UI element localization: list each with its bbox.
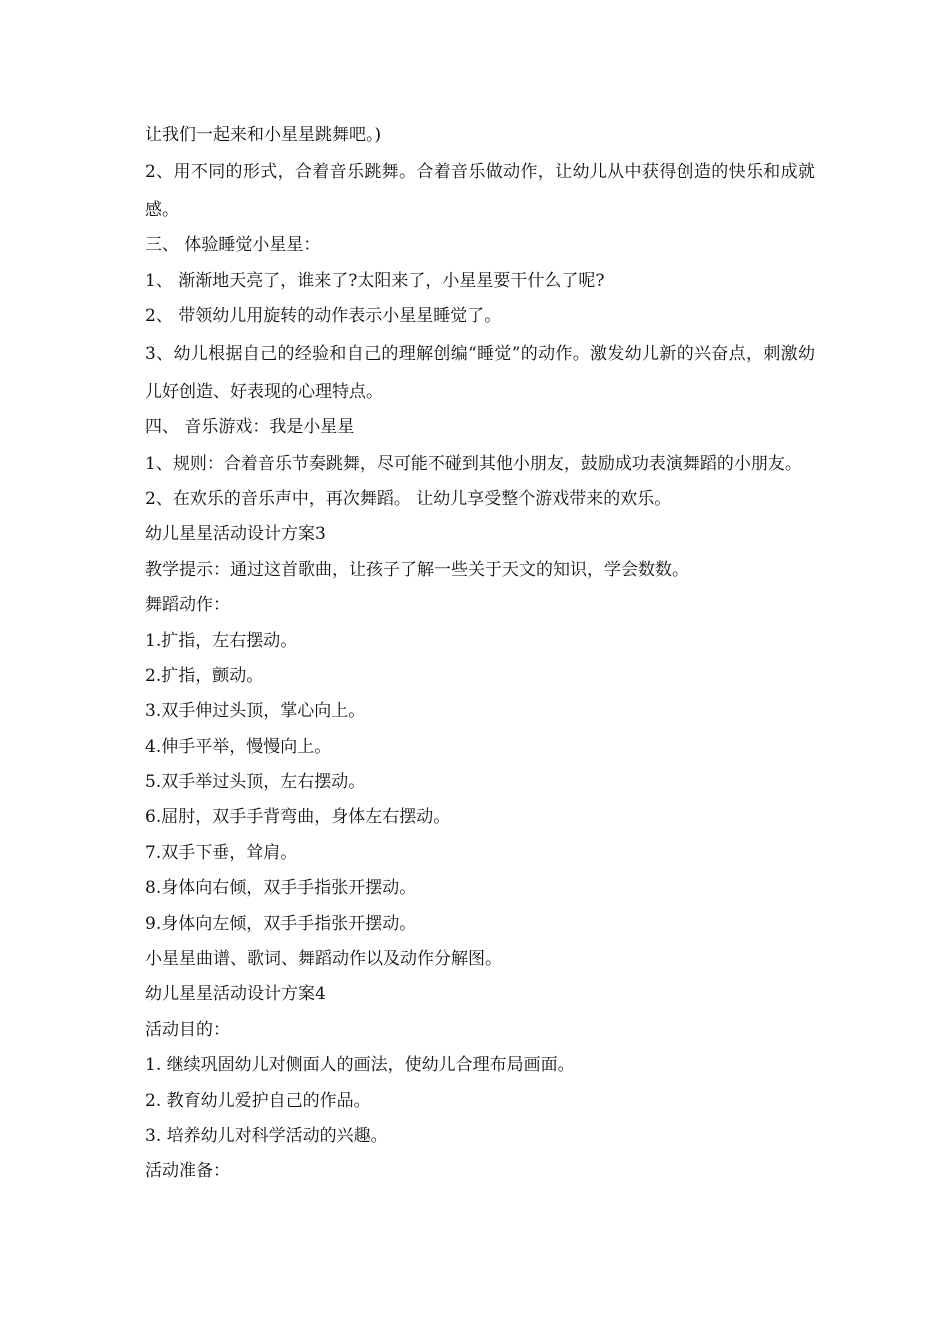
list-item: 8.身体向右倾，双手手指张开摆动。 [145, 878, 417, 899]
list-item: 1.扩指，左右摆动。 [145, 630, 298, 651]
document-body [145, 118, 815, 1190]
list-item: 2.扩指，颤动。 [145, 665, 264, 686]
paragraph: 2、在欢乐的音乐声中，再次舞蹈。 让幼儿享受整个游戏带来的欢乐。 [145, 488, 672, 509]
list-item: 3. 培养幼儿对科学活动的兴趣。 [145, 1125, 388, 1146]
paragraph: 1、规则：合着音乐节奏跳舞，尽可能不碰到其他小朋友，鼓励成功表演舞蹈的小朋友。 [145, 453, 802, 474]
paragraph: 小星星曲谱、歌词、舞蹈动作以及动作分解图。 [145, 949, 502, 970]
subheading: 活动目的： [145, 1019, 230, 1040]
paragraph: 教学提示：通过这首歌曲，让孩子了解一些关于天文的知识，学会数数。 [145, 559, 689, 580]
section-heading: 三、 体验睡觉小星星： [145, 235, 321, 256]
list-item: 9.身体向左倾，双手手指张开摆动。 [145, 913, 417, 934]
list-item: 4.伸手平举，慢慢向上。 [145, 736, 332, 757]
paragraph: 2、 带领幼儿用旋转的动作表示小星星睡觉了。 [145, 306, 502, 327]
paragraph: 让我们一起来和小星星跳舞吧。) [145, 125, 382, 145]
list-item: 7.双手下垂，耸肩。 [145, 842, 298, 863]
paragraph: 2、用不同的形式，合着音乐跳舞。合着音乐做动作，让幼儿从中获得创造的快乐和成就感。 [145, 162, 815, 221]
section-heading: 四、 音乐游戏：我是小星星 [145, 416, 355, 437]
subheading: 舞蹈动作： [145, 595, 230, 616]
subheading: 活动准备： [145, 1161, 230, 1182]
paragraph: 3、幼儿根据自己的经验和自己的理解创编“睡觉”的动作。激发幼儿新的兴奋点，刺激幼儿好创造、好表现的心理特点。 [145, 343, 815, 402]
list-item: 6.屈肘，双手手背弯曲，身体左右摆动。 [145, 807, 451, 828]
list-item: 5.双手举过头顶，左右摆动。 [145, 772, 366, 793]
section-title: 幼儿星星活动设计方案3 [145, 524, 326, 545]
list-item: 1. 继续巩固幼儿对侧面人的画法，使幼儿合理布局画面。 [145, 1055, 575, 1076]
list-item: 2. 教育幼儿爱护自己的作品。 [145, 1090, 371, 1111]
section-title: 幼儿星星活动设计方案4 [145, 984, 326, 1005]
list-item: 3.双手伸过头顶，掌心向上。 [145, 701, 366, 722]
paragraph: 1、 渐渐地天亮了，谁来了?太阳来了，小星星要干什么了呢? [145, 270, 605, 291]
